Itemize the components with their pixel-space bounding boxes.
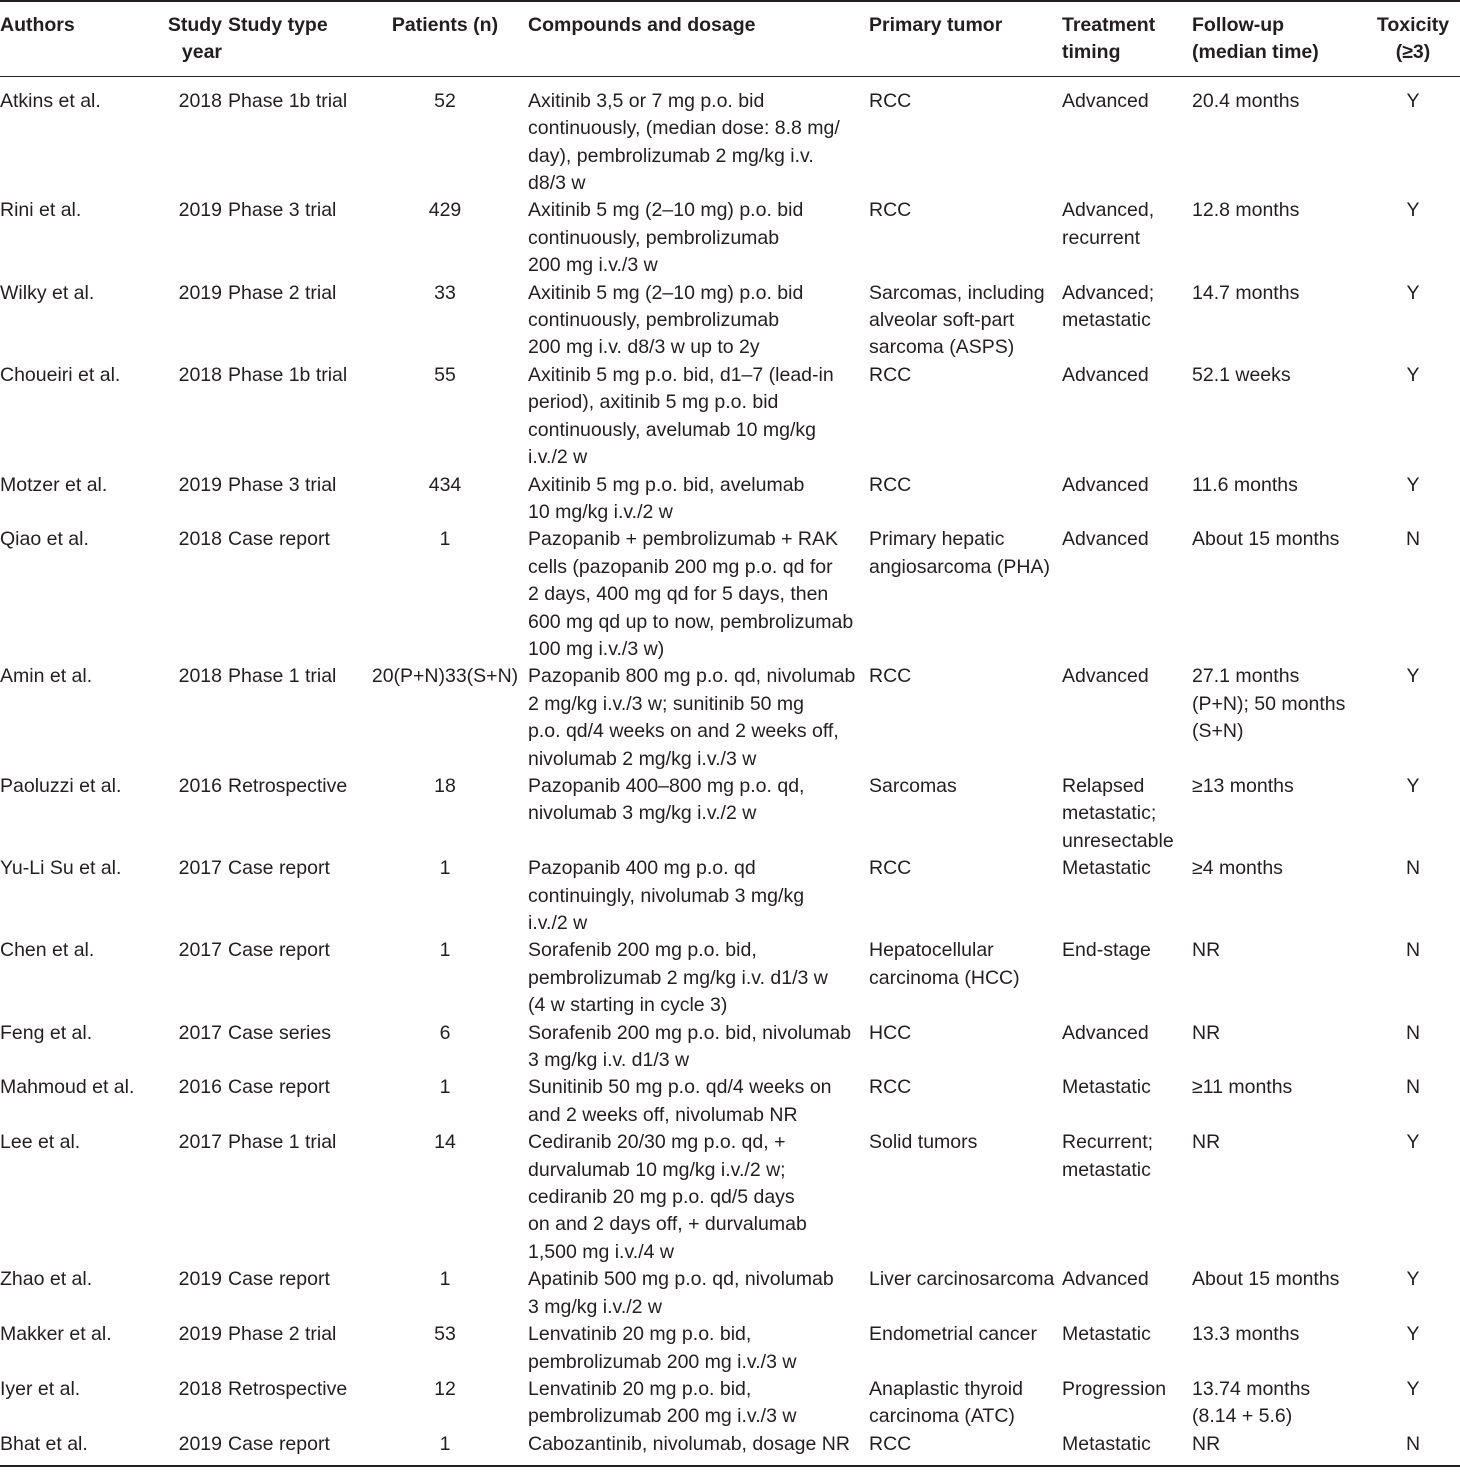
cell-line: ≥4 months	[1192, 857, 1283, 880]
cell-authors: Amin et al.	[0, 665, 93, 688]
cell-line: Metastatic	[1062, 1323, 1151, 1346]
header-compounds: Compounds and dosage	[520, 1, 869, 76]
cell-line: metastatic;	[1062, 802, 1157, 825]
cell-line: period), axitinib 5 mg p.o. bid	[528, 391, 779, 414]
cell-treatment-timing	[1062, 1074, 1192, 1129]
cell-study-year: 2017	[178, 857, 222, 880]
cell-authors: Chen et al.	[0, 939, 95, 962]
cell-study-year: 2019	[178, 1323, 222, 1346]
cell-toxicity: Y	[1406, 774, 1420, 797]
cell-line: Advanced	[1062, 528, 1149, 551]
cell-study-year: 2019	[178, 473, 222, 496]
cell-study-type: Phase 2 trial	[228, 1323, 337, 1346]
cell-line: p.o. qd/4 weeks on and 2 weeks off,	[528, 720, 839, 743]
cell-authors: Motzer et al.	[0, 473, 108, 496]
cell-primary-tumor	[869, 1431, 1062, 1466]
cell-toxicity: N	[1405, 1021, 1421, 1044]
cell-patients: 33	[434, 281, 456, 304]
cell-follow-up	[1192, 76, 1358, 197]
cell-treatment-timing	[1062, 1376, 1192, 1431]
cell-patients: 18	[434, 774, 456, 797]
table-row	[0, 1020, 1460, 1075]
cell-authors: Zhao et al.	[0, 1268, 93, 1291]
cell-line: Axitinib 5 mg (2–10 mg) p.o. bid	[528, 281, 804, 304]
cell-line: (P+N); 50 months	[1192, 692, 1346, 715]
cell-study-year: 2019	[150, 1431, 228, 1466]
cell-toxicity: Y	[1406, 1323, 1420, 1346]
cell-line: Lenvatinib 20 mg p.o. bid,	[528, 1377, 752, 1400]
cell-line: RCC	[869, 199, 912, 222]
cell-line: durvalumab 10 mg/kg i.v./2 w;	[528, 1158, 786, 1181]
cell-line: pembrolizumab 200 mg i.v./3 w	[528, 1405, 797, 1428]
cell-authors: Lee et al.	[0, 1131, 81, 1154]
cell-study-type: Case report	[228, 528, 330, 551]
cell-line: Pazopanib 800 mg p.o. qd, nivolumab	[528, 665, 856, 688]
cell-authors: Paoluzzi et al.	[0, 774, 122, 797]
table-row	[0, 76, 1460, 197]
cell-compounds	[520, 1020, 869, 1075]
table-row	[0, 472, 1460, 527]
cell-line: 2 mg/kg i.v./3 w; sunitinib 50 mg	[528, 692, 805, 715]
cell-line: NR	[1192, 1021, 1221, 1044]
cell-follow-up	[1192, 280, 1358, 362]
cell-line: Advanced	[1062, 665, 1149, 688]
cell-primary-tumor	[869, 855, 1062, 937]
cell-line: sarcoma (ASPS)	[869, 336, 1015, 359]
cell-line: Relapsed	[1062, 774, 1145, 797]
cell-line: ≥13 months	[1192, 774, 1294, 797]
cell-primary-tumor	[869, 663, 1062, 773]
cell-follow-up	[1192, 197, 1358, 279]
header-study-year: Study year	[150, 1, 228, 76]
cell-line: End-stage	[1062, 939, 1151, 962]
cell-line: Primary hepatic	[869, 528, 1005, 551]
cell-primary-tumor	[869, 76, 1062, 197]
cell-patients: 12	[434, 1377, 456, 1400]
cell-line: Solid tumors	[869, 1131, 978, 1154]
cell-follow-up	[1192, 1266, 1358, 1321]
cell-study-year: 2018	[178, 1377, 222, 1400]
cell-follow-up	[1192, 472, 1358, 527]
cell-study-year: 2018	[178, 665, 222, 688]
header-treatment-timing: Treatment timing	[1062, 1, 1192, 76]
cell-line: 14.7 months	[1192, 281, 1300, 304]
cell-line: Liver carcinosarcoma	[869, 1268, 1055, 1291]
cell-toxicity: N	[1358, 1431, 1460, 1466]
cell-study-type: Phase 3 trial	[228, 473, 337, 496]
cell-toxicity: Y	[1406, 473, 1420, 496]
cell-line: recurrent	[1062, 226, 1141, 249]
cell-line: RCC	[869, 1432, 912, 1455]
cell-primary-tumor	[869, 526, 1062, 663]
cell-follow-up	[1192, 1129, 1358, 1266]
cell-compounds	[520, 1431, 869, 1466]
cell-compounds	[520, 76, 869, 197]
cell-primary-tumor	[869, 197, 1062, 279]
cell-treatment-timing	[1062, 1129, 1192, 1266]
cell-study-year: 2017	[178, 939, 222, 962]
cell-line: alveolar soft-part	[869, 309, 1015, 332]
cell-study-year: 2019	[178, 281, 222, 304]
header-follow-up: Follow-up (median time)	[1192, 1, 1358, 76]
cell-compounds	[520, 1376, 869, 1431]
cell-line: Apatinib 500 mg p.o. qd, nivolumab	[528, 1268, 834, 1291]
cell-follow-up	[1192, 362, 1358, 472]
table-row	[0, 1376, 1460, 1431]
cell-line: pembrolizumab 200 mg i.v./3 w	[528, 1350, 797, 1373]
table-row	[0, 1431, 1460, 1466]
header-primary-tumor: Primary tumor	[869, 1, 1062, 76]
table-row	[0, 280, 1460, 362]
cell-primary-tumor	[869, 937, 1062, 1019]
cell-line: 2 days, 400 mg qd for 5 days, then	[528, 583, 829, 606]
cell-authors: Choueiri et al.	[0, 363, 121, 386]
cell-study-type: Case report	[228, 1431, 370, 1466]
cell-line: continuously, avelumab 10 mg/kg	[528, 418, 816, 441]
cell-study-year: 2018	[178, 89, 222, 112]
table-row	[0, 1321, 1460, 1376]
cell-compounds	[520, 362, 869, 472]
cell-patients: 55	[434, 363, 456, 386]
cell-compounds	[520, 855, 869, 937]
header-authors: Authors	[0, 1, 150, 76]
cell-treatment-timing	[1062, 1266, 1192, 1321]
cell-line: Lenvatinib 20 mg p.o. bid,	[528, 1323, 752, 1346]
cell-treatment-timing	[1062, 76, 1192, 197]
cell-toxicity: N	[1405, 1076, 1421, 1099]
cell-line: continuingly, nivolumab 3 mg/kg	[528, 884, 805, 907]
cell-line: Axitinib 5 mg p.o. bid, d1–7 (lead-in	[528, 363, 834, 386]
cell-line: RCC	[869, 857, 912, 880]
cell-treatment-timing	[1062, 1431, 1192, 1466]
cell-line: carcinoma (HCC)	[869, 966, 1020, 989]
cell-follow-up	[1192, 1321, 1358, 1376]
cell-toxicity: Y	[1406, 1268, 1420, 1291]
cell-line: Axitinib 5 mg (2–10 mg) p.o. bid	[528, 199, 804, 222]
cell-toxicity: Y	[1406, 363, 1420, 386]
cell-line: and 2 weeks off, nivolumab NR	[528, 1103, 798, 1126]
cell-patients: 6	[439, 1021, 451, 1044]
cell-follow-up	[1192, 773, 1358, 855]
cell-line: Progression	[1062, 1377, 1167, 1400]
table-row	[0, 773, 1460, 855]
cell-compounds	[520, 773, 869, 855]
cell-line: angiosarcoma (PHA)	[869, 555, 1050, 578]
cell-treatment-timing	[1062, 472, 1192, 527]
cell-primary-tumor	[869, 280, 1062, 362]
cell-treatment-timing	[1062, 1020, 1192, 1075]
cell-compounds	[520, 1321, 869, 1376]
cell-line: NR	[1192, 939, 1221, 962]
cell-primary-tumor	[869, 773, 1062, 855]
table-row	[0, 855, 1460, 937]
cell-toxicity: Y	[1406, 1377, 1420, 1400]
cell-line: 52.1 weeks	[1192, 363, 1291, 386]
cell-primary-tumor	[869, 362, 1062, 472]
cell-line: (4 w starting in cycle 3)	[528, 994, 728, 1017]
cell-compounds	[520, 197, 869, 279]
cell-line: Axitinib 3,5 or 7 mg p.o. bid	[528, 89, 765, 112]
cell-follow-up	[1192, 855, 1358, 937]
cell-line: Sorafenib 200 mg p.o. bid, nivolumab	[528, 1021, 852, 1044]
cell-line: Advanced;	[1062, 281, 1155, 304]
cell-patients: 52	[434, 89, 456, 112]
cell-treatment-timing	[1062, 1321, 1192, 1376]
cell-toxicity: Y	[1406, 281, 1420, 304]
cell-primary-tumor	[869, 1321, 1062, 1376]
cell-authors: Atkins et al.	[0, 89, 101, 112]
cell-patients: 1	[439, 528, 451, 551]
header-toxicity: Toxicity (≥3)	[1358, 1, 1460, 76]
cell-primary-tumor	[869, 1129, 1062, 1266]
cell-compounds	[520, 1129, 869, 1266]
cell-line: carcinoma (ATC)	[869, 1405, 1015, 1428]
cell-line: About 15 months	[1192, 528, 1340, 551]
cell-follow-up	[1192, 1431, 1358, 1466]
cell-line: continuously, pembrolizumab	[528, 309, 780, 332]
cell-treatment-timing	[1062, 663, 1192, 773]
cell-primary-tumor	[869, 1376, 1062, 1431]
cell-compounds	[520, 937, 869, 1019]
header-study-type: Study type	[228, 1, 370, 76]
header-patients: Patients (n)	[370, 1, 520, 76]
cell-line: 11.6 months	[1192, 473, 1298, 496]
cell-patients: 1	[439, 939, 451, 962]
cell-study-type: Retrospective	[228, 1377, 348, 1400]
cell-follow-up	[1192, 663, 1358, 773]
cell-study-type: Case report	[228, 939, 330, 962]
cell-line: ≥11 months	[1192, 1076, 1293, 1099]
cell-compounds	[520, 663, 869, 773]
cell-line: Advanced	[1062, 473, 1149, 496]
table-header	[0, 1, 1460, 76]
cell-line: nivolumab 2 mg/kg i.v./3 w	[528, 747, 757, 770]
cell-line: metastatic	[1062, 309, 1151, 332]
cell-line: Advanced	[1062, 1268, 1149, 1291]
cell-study-year: 2018	[178, 363, 222, 386]
cell-line: Pazopanib + pembrolizumab + RAK	[528, 528, 839, 551]
cell-line: Advanced	[1062, 89, 1149, 112]
cell-line: unresectable	[1062, 829, 1174, 852]
cell-patients: 434	[428, 473, 462, 496]
cell-study-year: 2017	[178, 1021, 222, 1044]
cell-toxicity: Y	[1406, 89, 1420, 112]
cell-line: 27.1 months	[1192, 665, 1300, 688]
cell-line: Pazopanib 400 mg p.o. qd	[528, 857, 756, 880]
cell-line: i.v./2 w	[528, 446, 588, 469]
cell-line: Sarcomas	[869, 774, 957, 797]
cell-line: RCC	[869, 363, 912, 386]
cell-study-type: Case series	[228, 1021, 331, 1044]
cell-compounds	[520, 472, 869, 527]
cell-authors: Bhat et al.	[0, 1431, 150, 1466]
table-row	[0, 1129, 1460, 1266]
cell-line: cells (pazopanib 200 mg p.o. qd for	[528, 555, 833, 578]
cell-line: Axitinib 5 mg p.o. bid, avelumab	[528, 473, 805, 496]
cell-study-year: 2016	[178, 774, 222, 797]
cell-line: 200 mg i.v. d8/3 w up to 2y	[528, 336, 760, 359]
table-row	[0, 937, 1460, 1019]
cell-authors: Makker et al.	[0, 1323, 112, 1346]
cell-patients: 20(P+N)33(S+N)	[371, 665, 519, 688]
cell-line: Cabozantinib, nivolumab, dosage NR	[528, 1432, 850, 1455]
cell-line: Sorafenib 200 mg p.o. bid,	[528, 939, 757, 962]
cell-authors: Wilky et al.	[0, 281, 95, 304]
cell-primary-tumor	[869, 1020, 1062, 1075]
cell-line: 3 mg/kg i.v. d1/3 w	[528, 1049, 690, 1072]
cell-line: Hepatocellular	[869, 939, 994, 962]
cell-primary-tumor	[869, 1074, 1062, 1129]
cell-patients: 1	[439, 1076, 451, 1099]
cell-toxicity: Y	[1406, 199, 1420, 222]
cell-study-year: 2019	[178, 1268, 222, 1291]
cell-patients: 429	[428, 199, 462, 222]
cell-line: Sunitinib 50 mg p.o. qd/4 weeks on	[528, 1076, 832, 1099]
cell-line: Metastatic	[1062, 857, 1151, 880]
cell-study-type: Phase 1b trial	[228, 363, 348, 386]
cell-study-type: Phase 3 trial	[228, 199, 337, 222]
cell-treatment-timing	[1062, 855, 1192, 937]
cell-toxicity: Y	[1406, 1131, 1420, 1154]
cell-follow-up	[1192, 1020, 1358, 1075]
cell-follow-up	[1192, 526, 1358, 663]
cell-line: Advanced	[1062, 1021, 1149, 1044]
cell-line: nivolumab 3 mg/kg i.v./2 w	[528, 802, 757, 825]
cell-follow-up	[1192, 937, 1358, 1019]
cell-study-year: 2017	[178, 1131, 222, 1154]
cell-line: day), pembrolizumab 2 mg/kg i.v.	[528, 144, 814, 167]
cell-line: NR	[1192, 1432, 1221, 1455]
cell-study-type: Case report	[228, 1268, 330, 1291]
cell-primary-tumor	[869, 1266, 1062, 1321]
cell-treatment-timing	[1062, 526, 1192, 663]
cell-toxicity: Y	[1406, 665, 1420, 688]
cell-line: cediranib 20 mg p.o. qd/5 days	[528, 1186, 795, 1209]
cell-line: i.v./2 w	[528, 912, 588, 934]
cell-toxicity: N	[1405, 528, 1421, 551]
cell-compounds	[520, 1266, 869, 1321]
cell-study-type: Case report	[228, 1076, 330, 1099]
cell-line: continuously, (median dose: 8.8 mg/	[528, 117, 840, 140]
cell-patients: 1	[439, 1268, 451, 1291]
cell-patients: 53	[434, 1323, 456, 1346]
cell-study-type: Phase 1 trial	[228, 1131, 337, 1154]
cell-authors: Rini et al.	[0, 199, 82, 222]
cell-line: 13.74 months	[1192, 1377, 1311, 1400]
cell-treatment-timing	[1062, 197, 1192, 279]
cell-line: Advanced,	[1062, 199, 1155, 222]
cell-primary-tumor	[869, 472, 1062, 527]
cell-authors: Feng et al.	[0, 1021, 93, 1044]
cell-authors: Yu-Li Su et al.	[0, 857, 122, 880]
cell-line: RCC	[869, 473, 912, 496]
cell-line: pembrolizumab 2 mg/kg i.v. d1/3 w	[528, 966, 828, 989]
cell-line: Recurrent;	[1062, 1131, 1154, 1154]
cell-line: NR	[1192, 1131, 1221, 1154]
cell-line: 20.4 months	[1192, 89, 1300, 112]
cell-study-type: Retrospective	[228, 774, 348, 797]
cell-study-year: 2016	[178, 1076, 222, 1099]
table-row	[0, 526, 1460, 663]
cell-line: Anaplastic thyroid	[869, 1377, 1023, 1400]
cell-study-type: Case report	[228, 857, 330, 880]
cell-treatment-timing	[1062, 280, 1192, 362]
cell-line: 10 mg/kg i.v./2 w	[528, 500, 673, 523]
cell-line: Endometrial cancer	[869, 1323, 1037, 1346]
cell-line: RCC	[869, 665, 912, 688]
cell-line: HCC	[869, 1021, 912, 1044]
cell-patients: 1	[439, 857, 451, 880]
cell-patients: 14	[434, 1131, 456, 1154]
cell-line: 3 mg/kg i.v./2 w	[528, 1295, 663, 1318]
cell-line: 600 mg qd up to now, pembrolizumab	[528, 610, 854, 633]
cell-line: (S+N)	[1192, 720, 1244, 743]
cell-study-year: 2018	[178, 528, 222, 551]
cell-line: d8/3 w	[528, 172, 586, 195]
cell-line: 200 mg i.v./3 w	[528, 254, 658, 277]
table-row	[0, 663, 1460, 773]
table-row	[0, 1266, 1460, 1321]
cell-authors: Qiao et al.	[0, 528, 89, 551]
cell-authors: Mahmoud et al.	[0, 1076, 135, 1099]
cell-line: RCC	[869, 1076, 912, 1099]
cell-line: Cediranib 20/30 mg p.o. qd, +	[528, 1131, 786, 1154]
cell-line: 13.3 months	[1192, 1323, 1300, 1346]
cell-line: 100 mg i.v./3 w)	[528, 637, 665, 660]
cell-line: 1,500 mg i.v./4 w	[528, 1240, 674, 1263]
table-row	[0, 197, 1460, 279]
cell-follow-up	[1192, 1074, 1358, 1129]
cell-line: on and 2 days off, + durvalumab	[528, 1213, 807, 1236]
cell-line: (8.14 + 5.6)	[1192, 1405, 1293, 1428]
header-row	[0, 1, 1460, 76]
cell-study-year: 2019	[178, 199, 222, 222]
cell-line: About 15 months	[1192, 1268, 1340, 1291]
cell-line: RCC	[869, 89, 912, 112]
cell-study-type: Phase 1 trial	[228, 665, 337, 688]
cell-patients: 1	[370, 1431, 520, 1466]
cell-line: Metastatic	[1062, 1432, 1151, 1455]
cell-toxicity: N	[1405, 939, 1421, 962]
cell-study-type: Phase 1b trial	[228, 89, 348, 112]
cell-line: Advanced	[1062, 363, 1149, 386]
cell-toxicity: N	[1405, 857, 1421, 880]
table-row	[0, 362, 1460, 472]
cell-line: continuously, pembrolizumab	[528, 226, 780, 249]
cell-study-type: Phase 2 trial	[228, 281, 337, 304]
cell-line: 12.8 months	[1192, 199, 1300, 222]
cell-compounds	[520, 526, 869, 663]
cell-treatment-timing	[1062, 773, 1192, 855]
cell-compounds	[520, 1074, 869, 1129]
cell-line: Metastatic	[1062, 1076, 1151, 1099]
cell-line: metastatic	[1062, 1158, 1151, 1181]
cell-line: Sarcomas, including	[869, 281, 1045, 304]
cell-authors: Iyer et al.	[0, 1377, 81, 1400]
cell-compounds	[520, 280, 869, 362]
cell-follow-up	[1192, 1376, 1358, 1431]
table-body	[0, 76, 1460, 1466]
cell-line: Pazopanib 400–800 mg p.o. qd,	[528, 774, 805, 797]
cell-treatment-timing	[1062, 362, 1192, 472]
table-row	[0, 1074, 1460, 1129]
cell-treatment-timing	[1062, 937, 1192, 1019]
